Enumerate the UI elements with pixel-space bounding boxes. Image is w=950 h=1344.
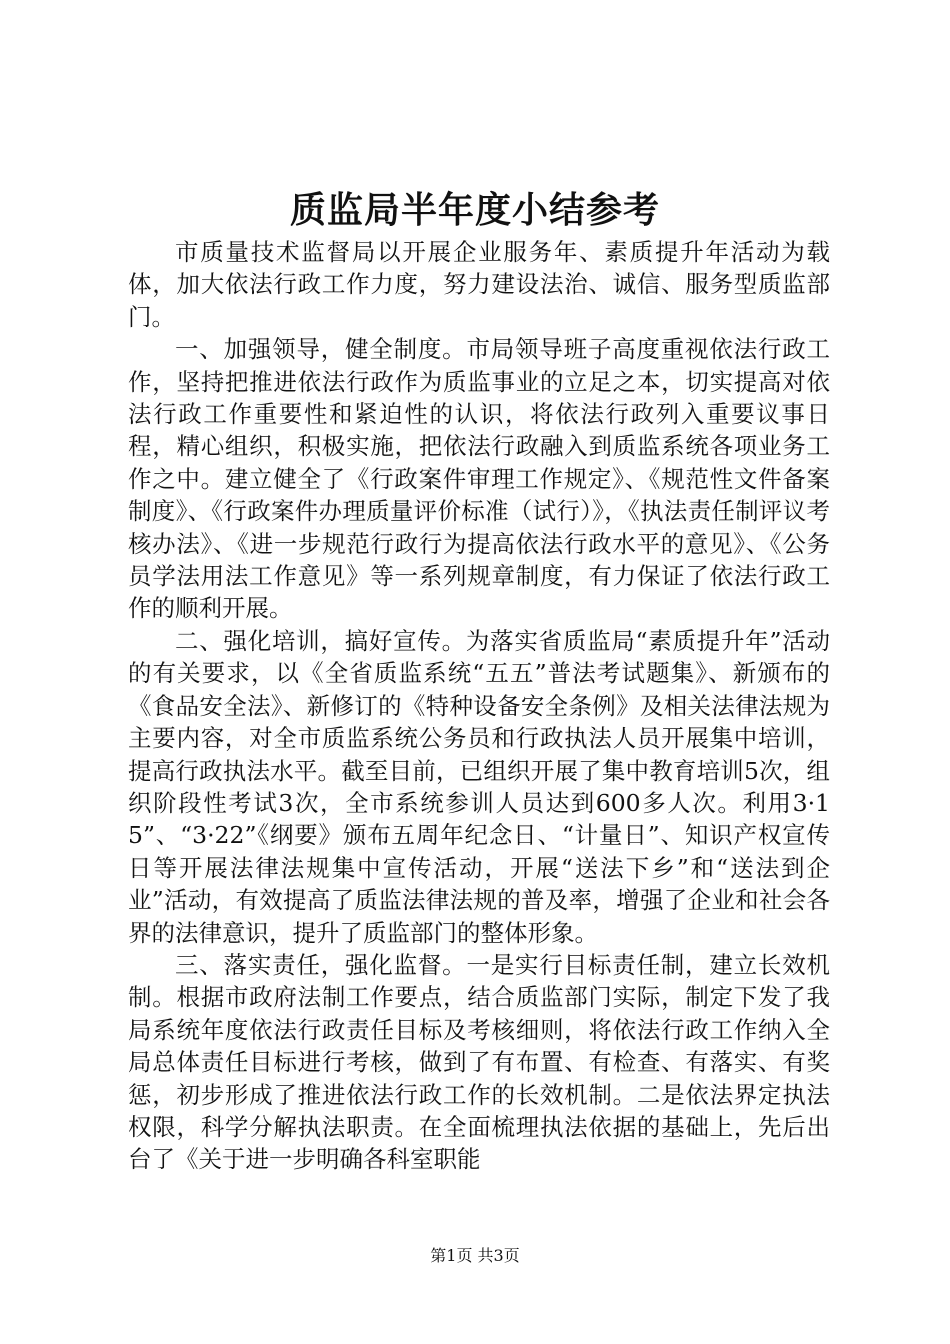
- page-number-footer: 第1页 共3页: [430, 1246, 520, 1265]
- document-body: [128, 236, 830, 1176]
- paragraph-intro: 市质量技术监督局以开展企业服务年、素质提升年活动为载体，加大依法行政工作力度，努力建设法治、诚信、服务型质监部门。: [128, 238, 830, 331]
- page-title: 质监局半年度小结参考: [289, 189, 660, 231]
- paragraph-section-3: 三、落实责任，强化监督。一是实行目标责任制，建立长效机制。根据市政府法制工作要点，结合质监部门实际，制定下发了我局系统年度依法行政责任目标及考核细则，将依法行政工作纳入全局总体责任目标进行考核，做到了有布置、有检查、有落实、有奖惩，初步形成了推进依法行政工作的长效机制。二是依法界定执法权限，科学分解执法职责。在全面梳理执法依据的基础上，先后出台了《关于进一步明确各科室职能: [128, 950, 830, 1174]
- paragraph-section-1: 一、加强领导，健全制度。市局领导班子高度重视依法行政工作，坚持把推进依法行政作为质监事业的立足之本，切实提高对依法行政工作重要性和紧迫性的认识，将依法行政列入重要议事日程，精心组织，积极实施，把依法行政融入到质监系统各项业务工作之中。建立健全了《行政案件审理工作规定》、《规范性文件备案制度》、《行政案件办理质量评价标准（试行）》，《执法责任制评议考核办法》、《进一步规范行政行为提高依法行政水平的意见》、《公务员学法用法工作意见》等一系列规章制度，有力保证了依法行政工作的顺利开展。: [128, 335, 830, 623]
- paragraph-section-2: 二、强化培训，搞好宣传。为落实省质监局“素质提升年”活动的有关要求，以《全省质监系统“五五”普法考试题集》、新颁布的《食品安全法》、新修订的《特种设备安全条例》及相关法律法规为主要内容，对全市质监系统公务员和行政执法人员开展集中培训，提高行政执法水平。截至目前，已组织开展了集中教育培训5次，组织阶段性考试3次，全市系统参训人员达到600多人次。利用3·15”、“3·22”《纲要》颁布五周年纪念日、“计量日”、知识产权宣传日等开展法律法规集中宣传活动，开展“送法下乡”和“送法到企业”活动，有效提高了质监法律法规的普及率，增强了企业和社会各界的法律意识，提升了质监部门的整体形象。: [128, 626, 830, 947]
